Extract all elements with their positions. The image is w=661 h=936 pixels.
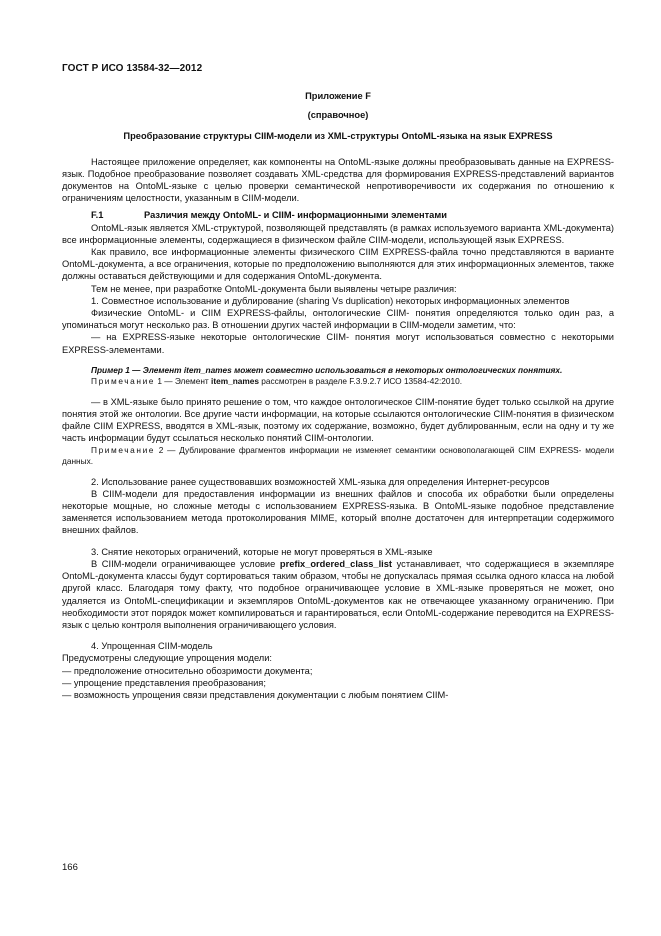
annex-title: Преобразование структуры CIIM-модели из XML-структуры OntoML-языка на язык EXPRESS (123, 131, 553, 142)
note-2-text: 2 — Дублирование фрагментов информации не изменяет семантики основополагающей CIIM EXPRESS- модели данных. (62, 444, 614, 466)
note-2-label: Примечание (91, 444, 156, 455)
item-2-paragraph-1: В CIIM-модели для предоставления информации из внешних файлов и способа их обработки были определены некоторые мощные, но сложные методы с использованием EXPRESS-языка. В OntoML-языке подобное представление заменяется использованием метода протоколирования MIME, который вполне достаточен для интерпретации содержимого внешних файлов. (62, 488, 614, 536)
list-item: — предположение относительно обозримости документа; (62, 665, 313, 676)
note-1 (62, 376, 614, 387)
note-2 (62, 445, 614, 467)
list-item: — возможность упрощения связи представления документации с любым понятием CIIM- (62, 689, 449, 700)
item-4-heading: 4. Упрощенная CIIM-модель (91, 641, 213, 652)
item-1-paragraph-2: — на EXPRESS-языке некоторые онтологические CIIM- понятия могут использоваться совместно с некоторыми EXPRESS-элементами. (62, 332, 614, 355)
list-item: — упрощение представления преобразования; (62, 677, 266, 688)
section-number: F.1 (91, 210, 104, 221)
section-paragraph-1: OntoML-язык является XML-структурой, позволяющей представлять (в рамках используемого варианта XML-документа) все информационные элементы, содержащиеся в физическом файле CIIM-модели, использующей язык EXPRESS. (62, 222, 614, 245)
item-3-text-pre: В CIIM-модели ограничивающее условие (91, 558, 280, 569)
item-1-paragraph-3: — в XML-языке было принято решение о том, что каждое онтологическое CIIM-понятие будет только ссылкой на другие понятия этой же онтологии. Все другие части информации, на которые ссылаются онтологические CIIM-понятия в физическом файле CIIM EXPRESS, вводятся в XML-язык, поэтому их содержание, возможно, будет дублированным, если на одну и ту же часть информации будут ссылаться несколько понятий CIIM-онтологии. (62, 396, 614, 444)
note-1-pre: 1 — Элемент (155, 375, 212, 386)
item-3-paragraph-1 (62, 558, 614, 631)
note-1-term: item_names (211, 375, 259, 386)
item-3-term: prefix_ordered_class_list (279, 558, 393, 569)
item-1-paragraph-1: Физические OntoML- и CIIM EXPRESS-файлы, онтологические CIIM- понятия определяются только один раз, а упоминаться могут несколько раз. В отношении других частей информации в CIIM-модели заметим, что: (62, 308, 614, 331)
item-1-heading: 1. Совместное использование и дублирование (sharing Vs duplication) некоторых информационных элементов (91, 295, 570, 306)
annex-label: Приложение F (305, 91, 371, 101)
page-number: 166 (62, 862, 78, 873)
annex-type: (справочное) (307, 110, 369, 121)
section-paragraph-2: Как правило, все информационные элементы физического CIIM EXPRESS-файла точно представляются в варианте OntoML-документа, а все ограничения, которые по предположению выполняются для этих информационных элементов, также должны оставаться действующими и для содержания OntoML-документа. (62, 247, 614, 282)
note-1-post: рассмотрен в разделе F.3.9.2.7 ИСО 13584-42:2010. (258, 375, 463, 386)
item-4-paragraph-1: Предусмотрены следующие упрощения модели: (62, 653, 273, 664)
item-3-heading: 3. Снятие некоторых ограничений, которые не могут проверяться в XML-языке (91, 546, 433, 557)
example-1: Пример 1 — Элемент item_names может совместно использоваться в некоторых онтологических понятиях. (91, 364, 563, 375)
standard-header: ГОСТ Р ИСО 13584-32—2012 (62, 63, 203, 74)
section-title: Различия между OntoML- и CIIM- информационными элементами (144, 210, 447, 221)
note-1-label: Примечание (91, 375, 156, 386)
item-3-text-post: устанавливает, что содержащиеся в экземпляре OntoML-документа классы будут сортироваться таким образом, чтобы не допускалась прямая ссылка одного класса на любой другой класс. Благодаря тому факту, что подобное ограничивающее условие в XML-языке проверяться не может, оно удаляется из OntoML-спецификации и экземпляров OntoML-документов как не отвечающее указанному ограничению. При необходимости этот порядок может компилироваться и гарантироваться, если OntoML-содержание переводится на EXPRESS-язык с целью контроля выполнения ограничивающего условия. (62, 558, 614, 630)
item-2-heading: 2. Использование ранее существовавших возможностей XML-языка для определения Интернет-ресурсов (91, 476, 550, 487)
section-heading (62, 209, 614, 221)
section-paragraph-3: Тем не менее, при разработке OntoML-документа были выявлены четыре различия: (91, 283, 457, 294)
page-content (62, 90, 614, 701)
intro-paragraph: Настоящее приложение определяет, как компоненты на OntoML-языке должны преобразовывать данные на EXPRESS-язык. Подобное преобразование позволяет создавать XML-средства для формирования EXPRESS-представлений вариантов документов на OntoML-языке с целью проверки семантической непротиворечивости их содержания по отношению к ограничениям целостности, указанным в CIIM-модели. (62, 156, 614, 204)
